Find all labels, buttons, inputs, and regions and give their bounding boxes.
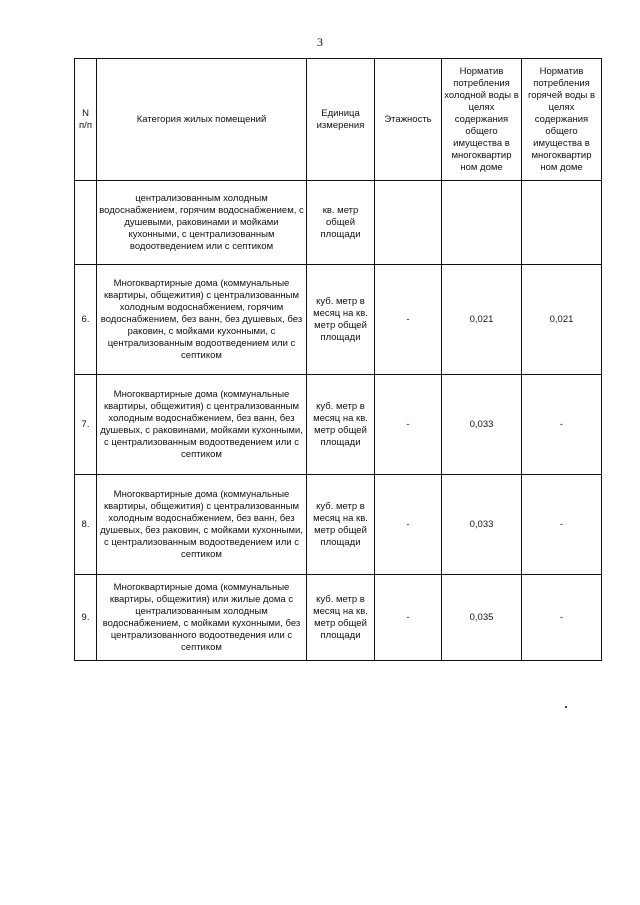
- page-number: 3: [317, 35, 323, 49]
- header-floors: Этажность: [375, 59, 442, 181]
- cell-category: Многоквартирные дома (коммунальные квартиры, общежития) или жилые дома с централизованным холодным водоснабжением, с мойками кухонными, без централизованного водоотведения или с септиком: [97, 575, 307, 661]
- norms-table: [74, 58, 602, 661]
- table-row: [75, 575, 602, 661]
- cell-category: Многоквартирные дома (коммунальные квартиры, общежития) с централизованным холодным водоснабжением, горячим водоснабжением, без ванн, без душевых, без раковин, с мойками кухонными, с централизованным водоотведением или с септиком: [97, 265, 307, 375]
- table-header-row: [75, 59, 602, 181]
- header-hot-water: Норматив потребления горячей воды в целях содержания общего имущества в многоквартир ном доме: [522, 59, 602, 181]
- cell-num: 7.: [75, 375, 97, 475]
- cell-category: Многоквартирные дома (коммунальные квартиры, общежития) с централизованным холодным водоснабжением, без ванн, без душевых, без раковин, с мойками кухонными, с централизованным водоотведением или с септиком: [97, 475, 307, 575]
- header-category: Категория жилых помещений: [97, 59, 307, 181]
- cell-num: 8.: [75, 475, 97, 575]
- cell-hot: [522, 181, 602, 265]
- cell-num: [75, 181, 97, 265]
- cell-cold: [442, 181, 522, 265]
- cell-cold: 0,033: [442, 475, 522, 575]
- cell-cold: 0,033: [442, 375, 522, 475]
- cell-unit: куб. метр в месяц на кв. метр общей площади: [307, 375, 375, 475]
- cell-unit: кв. метр общей площади: [307, 181, 375, 265]
- cell-floors: -: [375, 375, 442, 475]
- scan-speck: [565, 706, 567, 708]
- cell-floors: -: [375, 575, 442, 661]
- cell-unit: куб. метр в месяц на кв. метр общей площади: [307, 475, 375, 575]
- cell-cold: 0,021: [442, 265, 522, 375]
- cell-hot: -: [522, 375, 602, 475]
- cell-floors: -: [375, 265, 442, 375]
- cell-unit: куб. метр в месяц на кв. метр общей площади: [307, 575, 375, 661]
- table-row: [75, 375, 602, 475]
- table-row-continuation: [75, 181, 602, 265]
- cell-num: 9.: [75, 575, 97, 661]
- header-unit: Единица измерения: [307, 59, 375, 181]
- cell-cold: 0,035: [442, 575, 522, 661]
- table-row: [75, 475, 602, 575]
- cell-category: Многоквартирные дома (коммунальные квартиры, общежития) с централизованным холодным водоснабжением, без ванн, без душевых, с раковинами, мойками кухонными, с централизованным водоотведением или с септиком: [97, 375, 307, 475]
- cell-floors: [375, 181, 442, 265]
- cell-hot: 0,021: [522, 265, 602, 375]
- cell-hot: -: [522, 575, 602, 661]
- cell-category: централизованным холодным водоснабжением, горячим водоснабжением, с душевыми, раковинами и мойками кухонными, с централизованным водоотведением или с септиком: [97, 181, 307, 265]
- cell-num: 6.: [75, 265, 97, 375]
- cell-floors: -: [375, 475, 442, 575]
- cell-unit: куб. метр в месяц на кв. метр общей площади: [307, 265, 375, 375]
- header-cold-water: Норматив потребления холодной воды в целях содержания общего имущества в многоквартир ном доме: [442, 59, 522, 181]
- table-row: [75, 265, 602, 375]
- cell-hot: -: [522, 475, 602, 575]
- header-num: N п/п: [75, 59, 97, 181]
